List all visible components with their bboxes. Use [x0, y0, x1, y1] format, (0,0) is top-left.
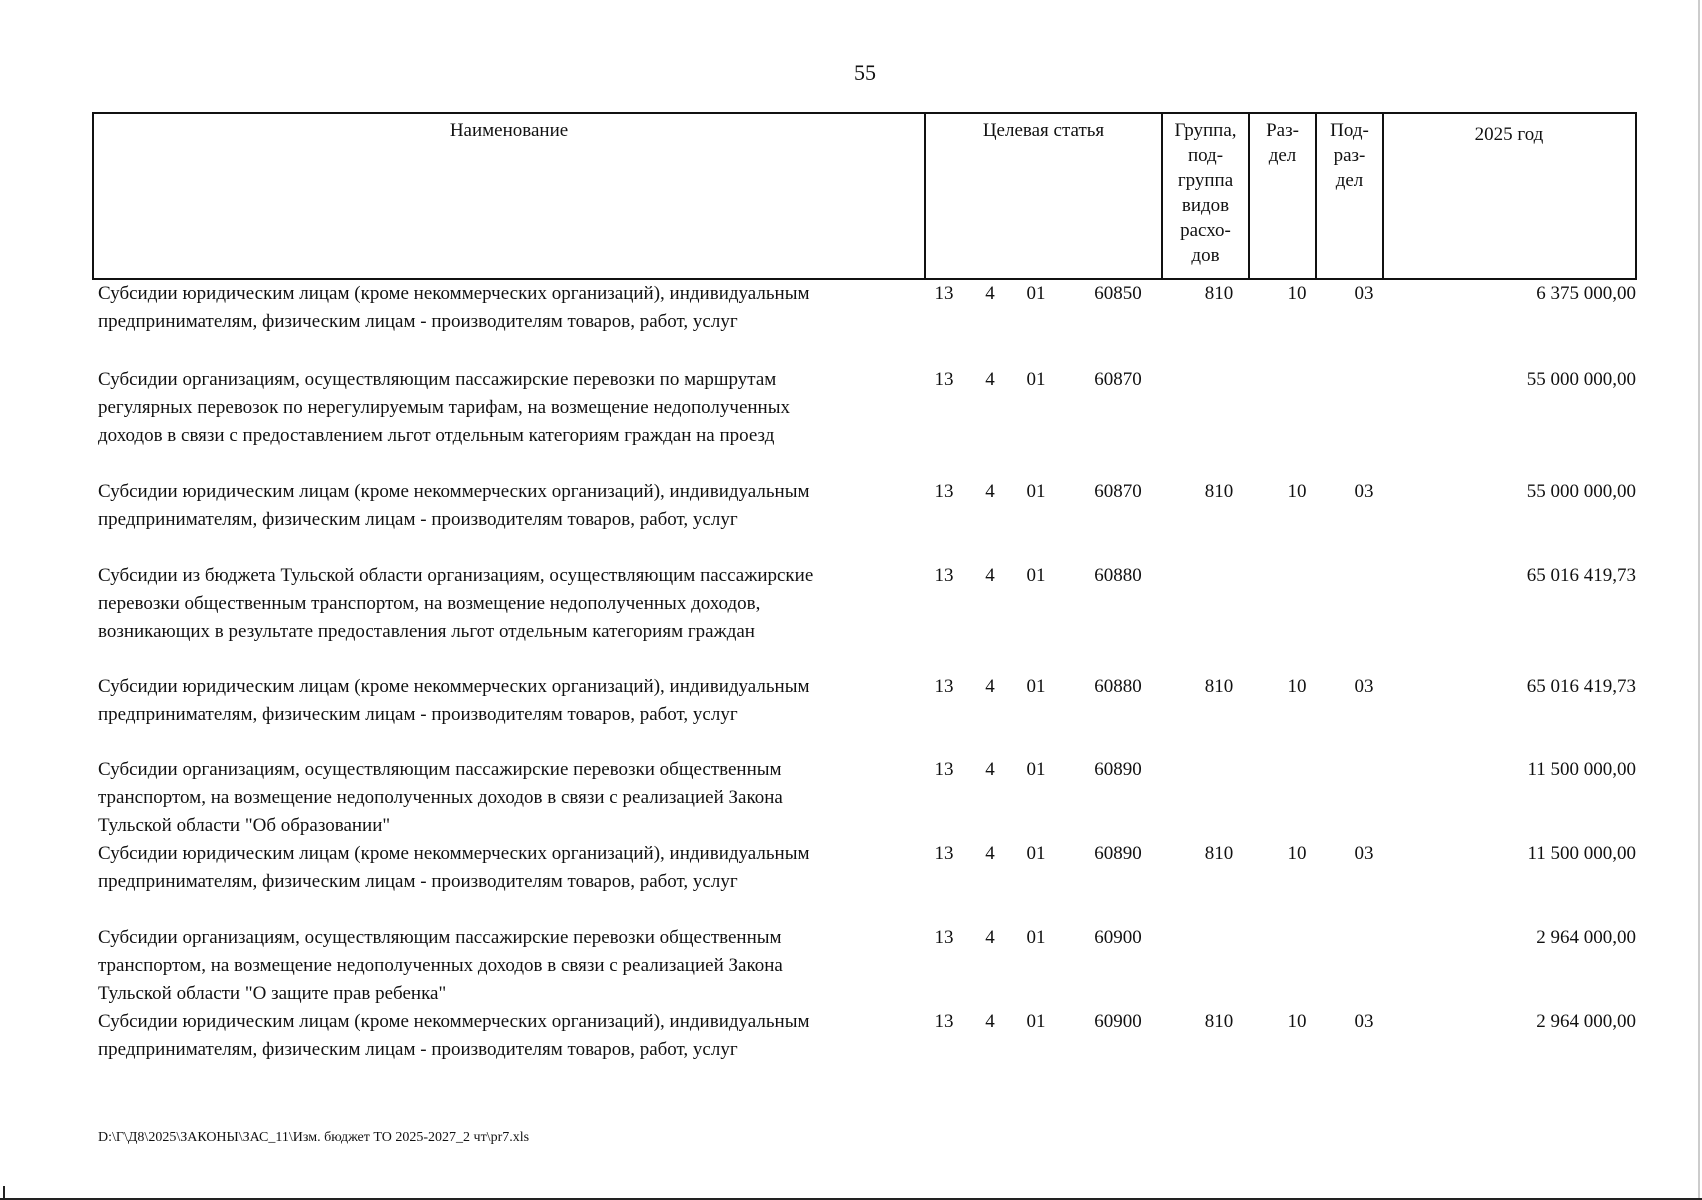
row-group: 810: [1204, 481, 1234, 502]
row-subsection: 03: [1354, 676, 1374, 697]
table-header: [92, 112, 1637, 280]
row-code-3: 01: [1026, 759, 1046, 780]
header-target-article: Целевая статья: [924, 114, 1161, 278]
header-name: Наименование: [449, 120, 569, 141]
row-code-1: 13: [934, 843, 954, 864]
row-name: [98, 280, 928, 336]
row-group: 810: [1204, 843, 1234, 864]
row-code-4: 60900: [1094, 1011, 1142, 1032]
row-code-3: 01: [1026, 369, 1046, 390]
row-code-4: 60870: [1094, 369, 1142, 390]
row-section: 10: [1287, 1011, 1307, 1032]
row-name: [98, 366, 928, 450]
row-code-1: 13: [934, 676, 954, 697]
row-name: [98, 924, 928, 1008]
row-name-line: Субсидии из бюджета Тульской области организациям, осуществляющим пассажирские: [98, 565, 814, 586]
row-name-line: транспортом, на возмещение недополученных доходов в связи с реализацией Закона: [98, 955, 783, 976]
row-amount: 55 000 000,00: [1526, 481, 1636, 502]
header-section: [1248, 114, 1315, 278]
row-name: [98, 673, 928, 729]
row-group: 810: [1204, 676, 1234, 697]
row-name-line: перевозки общественным транспортом, на возмещение недополученных доходов,: [98, 593, 761, 614]
row-name-line: предпринимателям, физическим лицам - производителям товаров, работ, услуг: [98, 1039, 738, 1060]
row-section: 10: [1287, 481, 1307, 502]
row-code-2: 4: [985, 927, 995, 948]
header-subsection-line: дел: [1335, 170, 1364, 191]
header-section-line: Раз-: [1266, 120, 1299, 141]
row-subsection: 03: [1354, 843, 1374, 864]
row-name-line: Субсидии юридическим лицам (кроме некоммерческих организаций), индивидуальным: [98, 1011, 810, 1032]
header-subsection: [1315, 114, 1382, 278]
row-amount: 2 964 000,00: [1536, 1011, 1636, 1032]
row-code-3: 01: [1026, 565, 1046, 586]
row-name-line: Тульской области "Об образовании": [98, 815, 391, 836]
header-subsection-line: Под-: [1330, 120, 1369, 141]
row-code-2: 4: [985, 759, 995, 780]
row-amount: 65 016 419,73: [1526, 676, 1636, 697]
row-code-2: 4: [985, 369, 995, 390]
header-group-line: дов: [1191, 245, 1220, 266]
row-subsection: 03: [1354, 481, 1374, 502]
scan-margin-mark: [3, 1186, 5, 1198]
row-name-line: Субсидии организациям, осуществляющим пассажирские перевозки общественным: [98, 759, 782, 780]
row-code-2: 4: [985, 481, 995, 502]
row-code-3: 01: [1026, 843, 1046, 864]
row-amount: 6 375 000,00: [1536, 283, 1636, 304]
row-code-4: 60870: [1094, 481, 1142, 502]
row-section: 10: [1287, 843, 1307, 864]
header-group-line: под-: [1187, 145, 1224, 166]
row-code-1: 13: [934, 283, 954, 304]
row-amount: 11 500 000,00: [1527, 759, 1636, 780]
row-code-4: 60850: [1094, 283, 1142, 304]
row-name: [98, 1008, 928, 1064]
row-name-line: возникающих в результате предоставления льгот отдельным категориям граждан: [98, 621, 755, 642]
row-subsection: 03: [1354, 1011, 1374, 1032]
row-code-4: 60890: [1094, 843, 1142, 864]
row-code-1: 13: [934, 1011, 954, 1032]
row-code-3: 01: [1026, 481, 1046, 502]
row-code-1: 13: [934, 927, 954, 948]
row-name: [98, 756, 928, 840]
row-name-line: Субсидии организациям, осуществляющим пассажирские перевозки по маршрутам: [98, 369, 777, 390]
header-group-line: Группа,: [1174, 120, 1237, 141]
row-code-3: 01: [1026, 1011, 1046, 1032]
row-name-line: предпринимателям, физическим лицам - производителям товаров, работ, услуг: [98, 704, 738, 725]
row-name: [98, 478, 928, 534]
row-name-line: Субсидии юридическим лицам (кроме некоммерческих организаций), индивидуальным: [98, 283, 810, 304]
row-code-4: 60900: [1094, 927, 1142, 948]
header-group-line: расхо-: [1180, 220, 1231, 241]
row-code-1: 13: [934, 759, 954, 780]
row-code-2: 4: [985, 676, 995, 697]
row-name-line: Субсидии юридическим лицам (кроме некоммерческих организаций), индивидуальным: [98, 676, 810, 697]
row-code-2: 4: [985, 843, 995, 864]
row-code-4: 60890: [1094, 759, 1142, 780]
row-section: 10: [1287, 283, 1307, 304]
header-group: [1161, 114, 1248, 278]
row-name-line: транспортом, на возмещение недополученных доходов в связи с реализацией Закона: [98, 787, 783, 808]
row-code-3: 01: [1026, 283, 1046, 304]
row-amount: 55 000 000,00: [1526, 369, 1636, 390]
row-name-line: предпринимателям, физическим лицам - производителям товаров, работ, услуг: [98, 871, 738, 892]
row-code-1: 13: [934, 481, 954, 502]
row-name-line: Субсидии организациям, осуществляющим пассажирские перевозки общественным: [98, 927, 782, 948]
header-subsection-line: раз-: [1333, 145, 1366, 166]
row-code-4: 60880: [1094, 565, 1142, 586]
row-code-4: 60880: [1094, 676, 1142, 697]
row-name-line: Тульской области "О защите прав ребенка": [98, 983, 447, 1004]
row-code-3: 01: [1026, 927, 1046, 948]
row-code-3: 01: [1026, 676, 1046, 697]
row-group: 810: [1204, 283, 1234, 304]
row-name: [98, 562, 928, 646]
row-name-line: предпринимателям, физическим лицам - производителям товаров, работ, услуг: [98, 509, 738, 530]
header-group-line: видов: [1181, 195, 1230, 216]
header-group-line: группа: [1177, 170, 1234, 191]
row-name-line: предпринимателям, физическим лицам - производителям товаров, работ, услуг: [98, 311, 738, 332]
row-name-line: регулярных перевозок по нерегулируемым тарифам, на возмещение недополученных: [98, 397, 790, 418]
file-path-footer: D:\Г\Д8\2025\ЗАКОНЫ\ЗАС_11\Изм. бюджет ТО 2025-2027_2 чт\pr7.xls: [98, 1130, 530, 1145]
row-name-line: Субсидии юридическим лицам (кроме некоммерческих организаций), индивидуальным: [98, 843, 810, 864]
row-code-1: 13: [934, 369, 954, 390]
row-amount: 11 500 000,00: [1527, 843, 1636, 864]
row-code-2: 4: [985, 1011, 995, 1032]
row-subsection: 03: [1354, 283, 1374, 304]
row-amount: 65 016 419,73: [1526, 565, 1636, 586]
row-amount: 2 964 000,00: [1536, 927, 1636, 948]
row-code-1: 13: [934, 565, 954, 586]
page-number: 55: [854, 60, 876, 85]
header-section-line: дел: [1268, 145, 1297, 166]
row-name-line: Субсидии юридическим лицам (кроме некоммерческих организаций), индивидуальным: [98, 481, 810, 502]
page-edge-right: [1698, 0, 1700, 1200]
row-name-line: доходов в связи с предоставлением льгот отдельным категориям граждан на проезд: [98, 425, 775, 446]
row-group: 810: [1204, 1011, 1234, 1032]
row-section: 10: [1287, 676, 1307, 697]
row-code-2: 4: [985, 565, 995, 586]
row-name: [98, 840, 928, 896]
header-year: 2025 год: [1382, 114, 1634, 278]
row-code-2: 4: [985, 283, 995, 304]
